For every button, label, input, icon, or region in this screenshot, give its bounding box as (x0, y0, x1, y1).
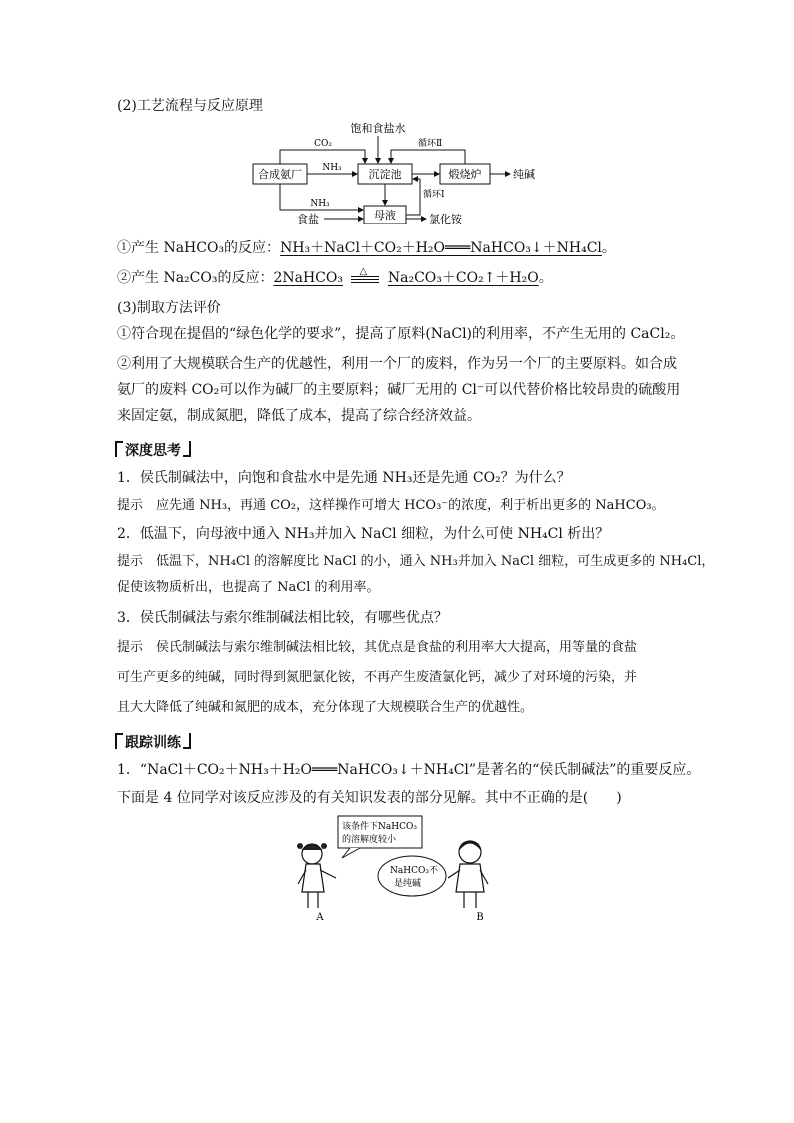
training-question-1-line-2: 下面是 4 位同学对该反应涉及的有关知识发表的部分见解。其中不正确的是( ) (117, 790, 622, 806)
bubble-a-line-2: 的溶解度较小 (342, 835, 397, 845)
mother-label: 母液 (374, 209, 396, 222)
students-illustration (290, 812, 510, 924)
plant-label: 合成氨厂 (258, 168, 302, 181)
reaction-1 (117, 238, 687, 258)
deep-answer-2-line-1: 提示 低温下，NH₄Cl 的溶解度比 NaCl 的小，通入 NH₃并加入 NaCl 细粒，可生成更多的 NH₄Cl， (117, 554, 715, 569)
cycle-1-label: 循环Ⅰ (423, 190, 445, 200)
deep-question-1: 1．侯氏制碱法中，向饱和食盐水中是先通 NH₃还是先通 CO₂？为什么？ (117, 470, 571, 486)
ammonium-label: 氯化铵 (429, 213, 462, 224)
salt-label: 食盐 (297, 213, 319, 224)
section-3-point-2-line-2: 氨厂的废料 CO₂可以作为碱厂的主要原料；碱厂无用的 Cl⁻可以代替价格比较昂贵的硫酸用 (117, 382, 681, 398)
deep-question-3: 3．侯氏制碱法与索尔维制碱法相比较，有哪些优点？ (117, 610, 448, 626)
bubble-a-line-1: 该条件下NaHCO₃ (342, 822, 417, 832)
section-2-title: (2)工艺流程与反应原理 (117, 98, 263, 114)
brine-label: 饱和食盐水 (350, 122, 406, 135)
deep-answer-3-line-3: 且大大降低了纯碱和氮肥的成本，充分体现了大规模联合生产的优越性。 (117, 700, 534, 715)
student-b-figure (448, 841, 488, 908)
reaction-2-left: 2NaHCO₃ (273, 270, 343, 286)
reaction-2-right: Na₂CO₃＋CO₂↑＋H₂O (387, 270, 539, 286)
training-label: 跟踪训练 (125, 735, 181, 751)
nh3-mid-label: NH₃ (322, 163, 342, 173)
bubble-b-line-1: NaHCO₃不 (390, 866, 438, 876)
reaction-1-equation: NH₃＋NaCl＋CO₂＋H₂O═══NaHCO₃↓＋NH₄Cl (280, 240, 602, 256)
co2-label: CO₂ (314, 139, 332, 149)
process-flow-diagram (250, 122, 550, 224)
deep-answer-1: 提示 应先通 NH₃，再通 CO₂，这样操作可增大 HCO₃⁻的浓度，利于析出更多的 NaHCO₃。 (117, 498, 665, 513)
section-3-point-1: ①符合现在提倡的“绿色化学的要求”，提高了原料(NaCl)的利用率，不产生无用的 CaCl₂。 (117, 326, 685, 342)
cycle-2-label: 循环Ⅱ (417, 139, 443, 149)
reaction-1-end: 。 (601, 240, 616, 256)
reaction-2 (117, 268, 687, 288)
reaction-1-prefix: ①产生 NaHCO₃的反应： (117, 240, 281, 256)
deep-thinking-heading (115, 440, 191, 460)
deep-question-2: 2．低温下，向母液中通入 NH₃并加入 NaCl 细粒，为什么可使 NH₄Cl 析出？ (117, 526, 610, 542)
reaction-2-end: 。 (538, 270, 553, 286)
product-label: 纯碱 (513, 168, 535, 181)
deep-answer-2-line-2: 促使该物质析出，也提高了 NaCl 的利用率。 (117, 580, 380, 595)
deep-answer-3-line-1: 提示 侯氏制碱法与索尔维制碱法相比较，其优点是食盐的利用率大大提高，用等量的食盐 (117, 640, 638, 655)
cycle-2-arrow (391, 150, 465, 164)
label-a: A (316, 912, 324, 923)
section-3-point-2-line-3: 来固定氨，制成氮肥，降低了成本，提高了综合经济效益。 (117, 408, 481, 424)
bubble-b-line-2: 是纯碱 (394, 879, 422, 889)
heat-condition-label: △ (359, 266, 368, 277)
label-b: B (476, 912, 484, 923)
student-a-figure (297, 843, 336, 908)
bracket-right-icon (183, 441, 191, 457)
reaction-2-prefix: ②产生 Na₂CO₃的反应： (117, 270, 274, 286)
bracket-left-icon (115, 441, 123, 457)
deep-answer-3-line-2: 可生产更多的纯碱，同时得到氮肥氯化铵，不再产生废渣氯化钙，减少了对环境的污染，并 (117, 670, 638, 685)
section-3-title: (3)制取方法评价 (117, 300, 221, 316)
bracket-left-icon (115, 733, 123, 749)
bubble-a-tail (342, 848, 360, 858)
deep-thinking-label: 深度思考 (125, 443, 181, 459)
nh3-low-label: NH₃ (310, 199, 330, 209)
furnace-label: 煅烧炉 (448, 168, 482, 181)
training-heading (115, 732, 191, 752)
co2-arrow (280, 150, 365, 164)
training-question-1-line-1: 1．“NaCl＋CO₂＋NH₃＋H₂O═══NaHCO₃↓＋NH₄Cl”是著名的“侯氏制碱法”的重要反应。 (117, 762, 701, 778)
tank-label: 沉淀池 (368, 168, 402, 181)
section-3-point-2-line-1: ②利用了大规模联合生产的优越性，利用一个厂的废料，作为另一个厂的主要原料。如合成 (117, 356, 677, 372)
heat-condition-symbol (351, 268, 379, 288)
bubble-b (378, 856, 446, 896)
bracket-right-icon (183, 733, 191, 749)
